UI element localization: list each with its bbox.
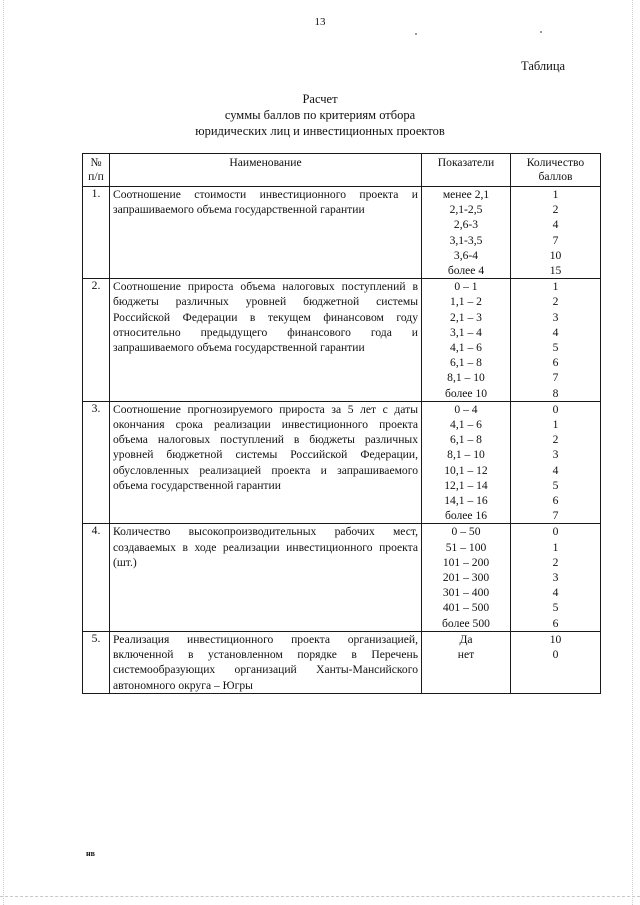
score-value: 3 [552,448,559,462]
title-line: суммы баллов по критериям отбора [224,108,416,122]
criterion-name: Реализация инвестиционного проекта организацией, включенной в установленном порядке в Перечень системообразующих организаций Ханты-Мансийского автономного округа – Югры [110,631,422,693]
score-value: 0 [552,525,559,539]
criterion-name: Соотношение прогнозируемого прироста за 5 лет с даты окончания срока реализации инвестиционного проекта объема налоговых поступлений в бюджеты различных уровней бюджетной системы Российской Федерации, обусловленных реализацией проекта и запрашиваемого объема государственной гарантии [110,401,422,524]
table-body [83,187,601,694]
score-value: 7 [552,509,559,523]
table-row [83,524,601,631]
row-number: 5. [83,631,110,693]
indicator-value: 0 – 1 [454,280,478,294]
indicator-value: 51 – 100 [445,540,487,554]
row-number: 1. [83,187,110,279]
corner-mark: нв [86,849,95,858]
indicator-value: 4,1 – 6 [450,341,482,355]
indicator-value: 2,6-3 [453,218,479,232]
header-name: Наименование [110,154,422,187]
indicator-list [422,187,511,279]
indicator-value: более 500 [442,616,490,630]
score-value: 5 [552,601,559,615]
score-value: 4 [552,586,559,600]
score-value: 2 [552,203,559,217]
indicator-value: 3,1-3,5 [449,233,483,247]
indicator-value: 6,1 – 8 [450,356,482,370]
score-value: 7 [552,371,559,385]
page-number: 13 [314,16,326,28]
indicator-value: 401 – 500 [442,601,490,615]
score-value: 5 [552,341,559,355]
score-value: 6 [552,356,559,370]
indicator-value: менее 2,1 [442,188,490,201]
score-value: 3 [552,571,559,585]
score-value: 4 [552,325,559,339]
indicator-list [422,524,511,631]
score-value: 4 [552,218,559,232]
score-value: 1 [552,280,559,294]
row-number: 4. [83,524,110,631]
score-value: 8 [552,386,559,400]
score-value: 1 [552,540,559,554]
scan-speck [540,31,542,33]
header-number: № п/п [83,154,110,187]
indicator-value: 8,1 – 10 [447,371,485,385]
table-row [83,631,601,693]
indicator-list [422,279,511,402]
row-number: 3. [83,401,110,524]
header-score: Количество баллов [511,154,601,187]
title-line: Расчет [302,92,338,106]
score-value: 6 [552,616,559,630]
header-indicators: Показатели [422,154,511,187]
indicator-value: 301 – 400 [442,586,490,600]
score-list [511,279,601,402]
score-value: 3 [552,310,559,324]
indicator-value: 1,1 – 2 [450,295,482,309]
score-value: 15 [549,264,562,278]
bottom-scan-edge [0,896,640,897]
indicator-value: 6,1 – 8 [450,433,482,447]
criteria-table [82,153,601,694]
indicator-value: более 4 [447,264,485,278]
indicator-value: 2,1-2,5 [449,203,483,217]
indicator-value: 0 – 50 [451,525,481,539]
score-list [511,187,601,279]
indicator-value: 0 – 4 [454,402,478,416]
score-list [511,401,601,524]
criterion-name: Количество высокопроизводительных рабочих мест, создаваемых в ходе реализации инвестиционного проекта (шт.) [110,524,422,631]
title-line: юридических лиц и инвестиционных проектов [195,124,445,138]
score-value: 1 [552,418,559,432]
score-value: 2 [552,555,559,569]
document-title [0,91,640,139]
indicator-value: 3,6-4 [453,248,479,262]
score-list [511,631,601,693]
indicator-value: Да [459,632,473,646]
row-number: 2. [83,279,110,402]
indicator-value: 201 – 300 [442,571,490,585]
table-row [83,187,601,279]
indicator-list [422,401,511,524]
score-value: 10 [549,632,562,646]
indicator-value: 10,1 – 12 [444,463,488,477]
score-value: 0 [552,648,559,662]
score-value: 5 [552,478,559,492]
score-value: 0 [552,402,559,416]
indicator-list [422,631,511,693]
score-value: 1 [552,188,559,201]
score-value: 6 [552,494,559,508]
score-value: 4 [552,463,559,477]
table-label: Таблица [521,59,566,73]
indicator-value: 12,1 – 14 [444,478,488,492]
indicator-value: 4,1 – 6 [450,418,482,432]
indicator-value: 2,1 – 3 [450,310,482,324]
score-value: 2 [552,433,559,447]
indicator-value: нет [457,648,475,662]
indicator-value: 14,1 – 16 [444,494,488,508]
table-row [83,279,601,402]
indicator-value: более 10 [444,386,488,400]
score-value: 2 [552,295,559,309]
indicator-value: более 16 [444,509,488,523]
criterion-name: Соотношение стоимости инвестиционного проекта и запрашиваемого объема государственной гарантии [110,187,422,279]
score-list [511,524,601,631]
score-value: 7 [552,233,559,247]
indicator-value: 101 – 200 [442,555,490,569]
scan-speck [415,33,417,35]
score-value: 10 [549,248,562,262]
indicator-value: 8,1 – 10 [447,448,485,462]
table-header-row [83,154,601,187]
table-row [83,401,601,524]
criterion-name: Соотношение прироста объема налоговых поступлений в бюджеты различных уровней бюджетной системы Российской Федерации в текущем финансовом году относительно предыдущего финансового года и запрашиваемого объема государственной гарантии [110,279,422,402]
indicator-value: 3,1 – 4 [450,325,482,339]
